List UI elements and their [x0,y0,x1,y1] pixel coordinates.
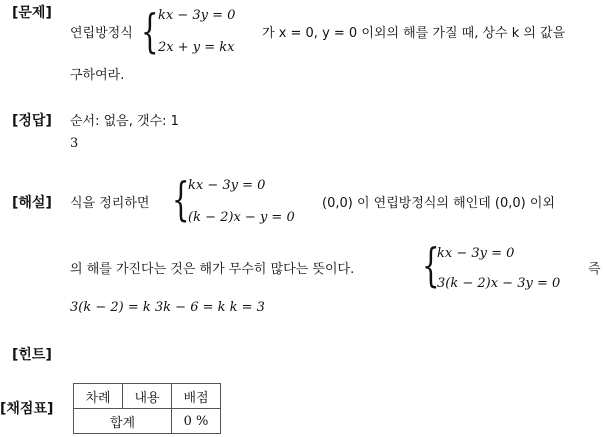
score-table-total-row [74,409,221,434]
answer-label: [정답] [12,113,52,129]
solution-equation-2: (k − 2)x − y = 0 [188,210,295,225]
solution-line-2: 의 해를 가진다는 것은 해가 무수히 많다는 뜻이다. [70,262,355,277]
solution-label: [해설] [12,195,52,211]
problem-system-brace: { [141,4,159,58]
answer-meta: 순서: 없음, 갯수: 1 [70,114,179,129]
problem-equation-2: 2x + y = kx [158,40,235,55]
problem-equation-1: kx − 3y = 0 [158,8,236,23]
solution-equation-3: kx − 3y = 0 [437,246,515,261]
solution-equation-4: 3(k − 2)x − 3y = 0 [437,276,561,291]
problem-continuation: 구하여라. [70,68,125,83]
solution-intro: 식을 정리하면 [70,196,150,211]
problem-prefix: 연립방정식 [70,26,133,41]
hint-label: [힌트] [12,347,52,363]
solution-then: 즉 [588,262,601,277]
solution-final: 3(k − 2) = k 3k − 6 = k k = 3 [70,300,265,315]
score-table-label: [채점표] [0,401,54,417]
answer-value: 3 [70,136,79,151]
solution-equation-1: kx − 3y = 0 [188,178,266,193]
score-table [73,383,221,434]
solution-system-brace-2: { [422,238,440,292]
score-table-total-value: 0 % [172,409,221,434]
score-table-total-label: 합계 [74,409,172,434]
problem-label: [문제] [12,5,52,21]
score-table-header-content: 내용 [123,384,172,409]
score-table-header-order: 차례 [74,384,123,409]
problem-condition: 가 x = 0, y = 0 이외의 해를 가질 때, 상수 k 의 값을 [262,26,566,41]
solution-system-brace-1: { [172,172,190,226]
solution-note: (0,0) 이 연립방정식의 해인데 (0,0) 이외 [322,196,555,211]
score-table-header-points: 배점 [172,384,221,409]
score-table-header-row [74,384,221,409]
